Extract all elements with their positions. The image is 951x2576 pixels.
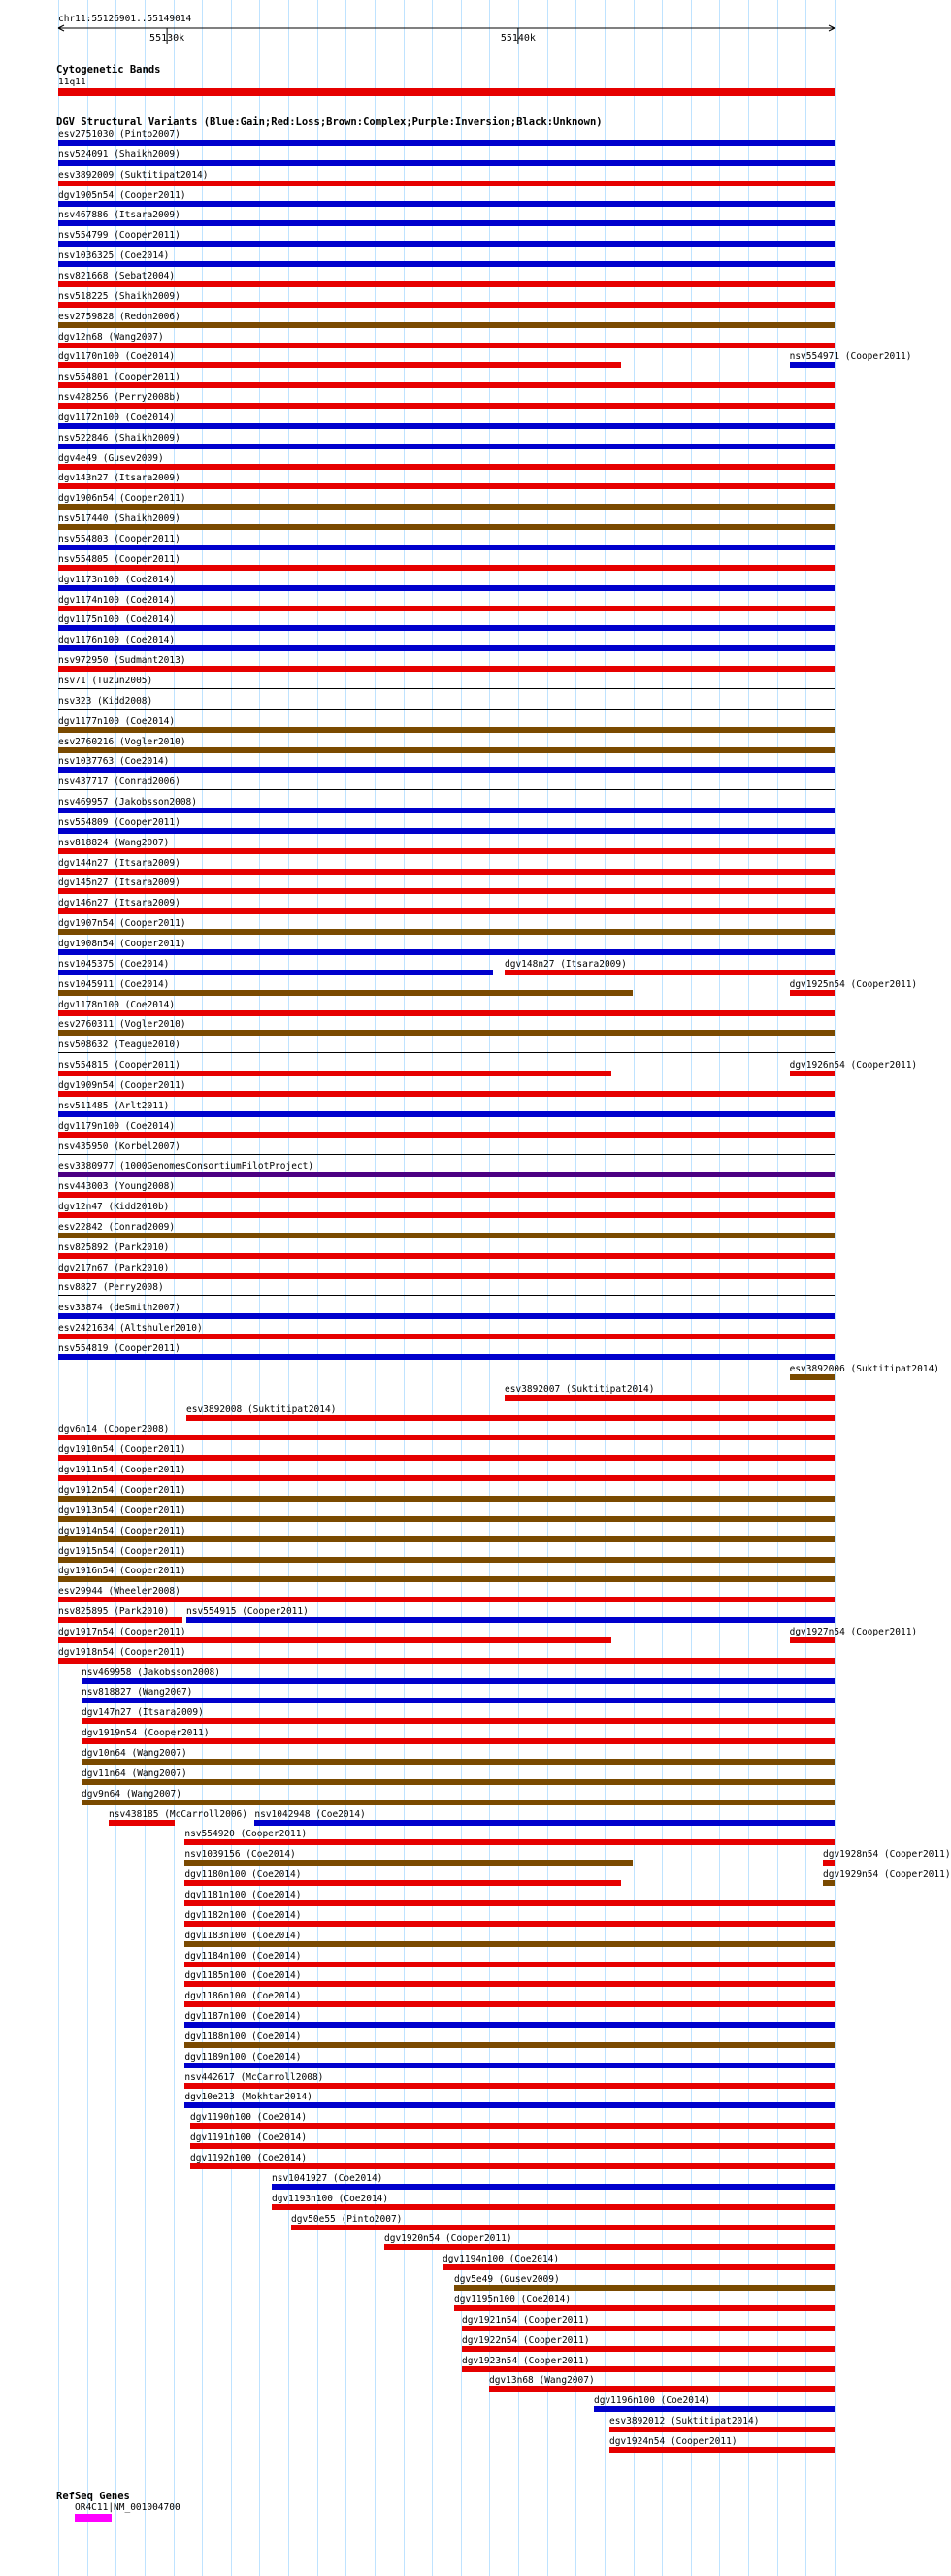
- variant-label[interactable]: nsv438185 (McCarroll2006): [109, 1808, 247, 1820]
- variant-bar[interactable]: [58, 140, 835, 146]
- variant-label[interactable]: nsv554819 (Cooper2011): [58, 1343, 180, 1354]
- variant-bar[interactable]: [58, 504, 835, 510]
- variant-label[interactable]: dgv146n27 (Itsara2009): [58, 898, 180, 909]
- variant-bar[interactable]: [58, 1154, 835, 1155]
- variant-bar[interactable]: [58, 1052, 835, 1053]
- variant-bar[interactable]: [58, 220, 835, 226]
- variant-label[interactable]: dgv1916n54 (Cooper2011): [58, 1566, 186, 1577]
- ruler-tick-label: 55130k: [149, 33, 185, 44]
- variant-bar[interactable]: [58, 1030, 835, 1036]
- variant-bar[interactable]: [58, 1557, 835, 1563]
- variant-label[interactable]: esv33874 (deSmith2007): [58, 1303, 180, 1314]
- variant-bar[interactable]: [58, 1597, 835, 1602]
- variant-label[interactable]: nsv972950 (Sudmant2013): [58, 655, 186, 667]
- variant-bar[interactable]: [82, 1678, 835, 1684]
- variant-label[interactable]: dgv1928n54 (Cooper2011): [823, 1849, 951, 1861]
- variant-label[interactable]: nsv443003 (Young2008): [58, 1181, 176, 1193]
- variant-bar[interactable]: [58, 1172, 835, 1177]
- variant-label[interactable]: dgv1929n54 (Cooper2011): [823, 1869, 951, 1881]
- variant-label[interactable]: dgv9n64 (Wang2007): [82, 1788, 181, 1800]
- variant-bar[interactable]: [109, 1820, 175, 1826]
- variant-bar[interactable]: [184, 1900, 835, 1906]
- variant-label[interactable]: dgv145n27 (Itsara2009): [58, 877, 180, 889]
- variant-label[interactable]: dgv1173n100 (Coe2014): [58, 574, 176, 585]
- variant-bar[interactable]: [58, 688, 835, 689]
- variant-bar[interactable]: [58, 747, 835, 753]
- variant-label[interactable]: nsv71 (Tuzun2005): [58, 675, 153, 686]
- variant-label[interactable]: dgv1181n100 (Coe2014): [184, 1889, 302, 1900]
- variant-bar[interactable]: [489, 2386, 835, 2392]
- variant-label[interactable]: nsv554809 (Cooper2011): [58, 816, 180, 828]
- variant-label[interactable]: nsv554801 (Cooper2011): [58, 372, 180, 383]
- variant-label[interactable]: dgv50e55 (Pinto2007): [291, 2213, 403, 2225]
- variant-bar[interactable]: [58, 1192, 835, 1198]
- variant-label[interactable]: nsv469958 (Jakobsson2008): [82, 1667, 220, 1678]
- variant-label[interactable]: dgv1926n54 (Cooper2011): [789, 1060, 918, 1072]
- variant-label[interactable]: dgv1922n54 (Cooper2011): [462, 2334, 590, 2346]
- variant-label[interactable]: dgv1920n54 (Cooper2011): [384, 2233, 512, 2245]
- variant-label[interactable]: esv3892009 (Suktitipat2014): [58, 169, 209, 181]
- variant-bar[interactable]: [58, 565, 835, 571]
- variant-label[interactable]: dgv1193n100 (Coe2014): [272, 2193, 389, 2204]
- variant-label[interactable]: dgv1182n100 (Coe2014): [184, 1909, 302, 1921]
- variant-bar[interactable]: [384, 2244, 835, 2250]
- variant-label[interactable]: nsv825895 (Park2010): [58, 1606, 170, 1618]
- variant-bar[interactable]: [184, 1860, 633, 1866]
- variant-label[interactable]: dgv1179n100 (Coe2014): [58, 1120, 176, 1132]
- variant-label[interactable]: dgv10e213 (Mokhtar2014): [184, 2092, 312, 2103]
- variant-label[interactable]: nsv554805 (Cooper2011): [58, 553, 180, 565]
- variant-bar[interactable]: [58, 261, 835, 267]
- variant-bar[interactable]: [58, 545, 835, 550]
- variant-label[interactable]: nsv511485 (Arlt2011): [58, 1100, 170, 1111]
- variant-label[interactable]: esv2760311 (Vogler2010): [58, 1019, 186, 1031]
- variant-label[interactable]: dgv12n47 (Kidd2010b): [58, 1202, 170, 1213]
- variant-label[interactable]: nsv508632 (Teague2010): [58, 1040, 180, 1051]
- variant-label[interactable]: dgv1172n100 (Coe2014): [58, 412, 176, 423]
- variant-label[interactable]: nsv469957 (Jakobsson2008): [58, 797, 197, 809]
- variant-bar[interactable]: [58, 1475, 835, 1481]
- variant-bar[interactable]: [184, 1839, 835, 1845]
- variant-bar[interactable]: [58, 1334, 835, 1339]
- variant-label[interactable]: dgv1191n100 (Coe2014): [190, 2132, 308, 2144]
- variant-bar[interactable]: [58, 1496, 835, 1502]
- variant-label[interactable]: dgv1906n54 (Cooper2011): [58, 493, 186, 505]
- variant-bar[interactable]: [58, 201, 835, 207]
- variant-label[interactable]: dgv5e49 (Gusev2009): [454, 2274, 560, 2286]
- variant-label[interactable]: dgv1918n54 (Cooper2011): [58, 1646, 186, 1658]
- variant-bar[interactable]: [58, 828, 835, 834]
- variant-label[interactable]: esv22842 (Conrad2009): [58, 1221, 176, 1233]
- variant-label[interactable]: dgv1184n100 (Coe2014): [184, 1950, 302, 1962]
- variant-label[interactable]: dgv12n68 (Wang2007): [58, 331, 164, 343]
- refseq-gene-label[interactable]: OR4C11|NM_001004700: [75, 2502, 180, 2513]
- variant-label[interactable]: dgv1186n100 (Coe2014): [184, 1991, 302, 2002]
- variant-label[interactable]: dgv1174n100 (Coe2014): [58, 594, 176, 606]
- variant-bar[interactable]: [58, 423, 835, 429]
- variant-label[interactable]: dgv1194n100 (Coe2014): [443, 2254, 560, 2265]
- variant-bar[interactable]: [462, 2346, 835, 2352]
- variant-bar[interactable]: [58, 1435, 835, 1440]
- variant-label[interactable]: dgv217n67 (Park2010): [58, 1262, 170, 1273]
- variant-bar[interactable]: [184, 2042, 835, 2048]
- refseq-gene-bar[interactable]: [75, 2514, 112, 2522]
- variant-bar[interactable]: [58, 1576, 835, 1582]
- variant-bar[interactable]: [594, 2406, 835, 2412]
- variant-bar[interactable]: [184, 2022, 835, 2028]
- variant-bar[interactable]: [790, 1637, 835, 1643]
- variant-bar[interactable]: [505, 970, 835, 975]
- variant-bar[interactable]: [58, 464, 835, 470]
- variant-bar[interactable]: [58, 1516, 835, 1522]
- variant-bar[interactable]: [58, 645, 835, 651]
- variant-bar[interactable]: [184, 1981, 835, 1987]
- variant-label[interactable]: dgv143n27 (Itsara2009): [58, 473, 180, 484]
- variant-bar[interactable]: [58, 929, 835, 935]
- variant-bar[interactable]: [462, 2326, 835, 2331]
- variant-bar[interactable]: [823, 1860, 835, 1866]
- cytoband-title: Cytogenetic Bands: [56, 64, 161, 76]
- variant-bar[interactable]: [58, 869, 835, 875]
- variant-label[interactable]: nsv554971 (Cooper2011): [789, 351, 912, 363]
- variant-label[interactable]: dgv1195n100 (Coe2014): [454, 2294, 572, 2305]
- dgv-track-title: DGV Structural Variants (Blue:Gain;Red:Loss;Brown:Complex;Purple:Inversion;Black:Unknown): [56, 116, 603, 128]
- variant-label[interactable]: dgv1170n100 (Coe2014): [58, 351, 176, 363]
- variant-label[interactable]: esv2421634 (Altshuler2010): [58, 1323, 203, 1335]
- variant-label[interactable]: esv2759828 (Redon2006): [58, 311, 180, 322]
- variant-label[interactable]: dgv1180n100 (Coe2014): [184, 1869, 302, 1881]
- variant-label[interactable]: dgv1913n54 (Cooper2011): [58, 1504, 186, 1516]
- variant-bar[interactable]: [58, 181, 835, 186]
- variant-bar[interactable]: [58, 1455, 835, 1461]
- variant-label[interactable]: dgv11n64 (Wang2007): [82, 1767, 187, 1779]
- variant-label[interactable]: dgv1905n54 (Cooper2011): [58, 189, 186, 201]
- refseq-title: RefSeq Genes: [56, 2491, 130, 2502]
- variant-bar[interactable]: [190, 2163, 835, 2169]
- variant-label[interactable]: nsv428256 (Perry2008b): [58, 392, 180, 404]
- variant-label[interactable]: dgv1921n54 (Cooper2011): [462, 2314, 590, 2326]
- variant-bar[interactable]: [58, 789, 835, 790]
- variant-label[interactable]: dgv1188n100 (Coe2014): [184, 2031, 302, 2042]
- variant-bar[interactable]: [58, 1536, 835, 1542]
- variant-label[interactable]: esv3892006 (Suktitipat2014): [789, 1363, 940, 1374]
- variant-bar[interactable]: [58, 888, 835, 894]
- variant-label[interactable]: nsv554803 (Cooper2011): [58, 534, 180, 545]
- variant-label[interactable]: nsv1045911 (Coe2014): [58, 978, 170, 990]
- variant-label[interactable]: nsv323 (Kidd2008): [58, 695, 153, 707]
- variant-bar[interactable]: [58, 848, 835, 854]
- variant-label[interactable]: nsv554915 (Cooper2011): [186, 1606, 309, 1618]
- variant-bar[interactable]: [58, 949, 835, 955]
- variant-bar[interactable]: [58, 1132, 835, 1138]
- variant-bar[interactable]: [454, 2285, 835, 2291]
- variant-bar[interactable]: [58, 403, 835, 409]
- variant-label[interactable]: nsv554799 (Cooper2011): [58, 230, 180, 242]
- variant-label[interactable]: nsv522846 (Shaikh2009): [58, 432, 180, 444]
- variant-label[interactable]: esv3892008 (Suktitipat2014): [186, 1404, 337, 1415]
- variant-bar[interactable]: [58, 1658, 835, 1664]
- variant-bar[interactable]: [58, 585, 835, 591]
- variant-label[interactable]: dgv1185n100 (Coe2014): [184, 1970, 302, 1982]
- variant-bar[interactable]: [58, 1637, 611, 1643]
- variant-label[interactable]: nsv8827 (Perry2008): [58, 1282, 164, 1294]
- variant-label[interactable]: dgv1925n54 (Cooper2011): [789, 978, 918, 990]
- variant-bar[interactable]: [82, 1718, 835, 1724]
- variant-label[interactable]: dgv1175n100 (Coe2014): [58, 614, 176, 626]
- variant-label[interactable]: nsv442617 (McCarroll2008): [184, 2071, 324, 2083]
- variant-bar[interactable]: [82, 1779, 835, 1785]
- variant-bar[interactable]: [58, 606, 835, 611]
- variant-bar[interactable]: [184, 1921, 835, 1927]
- variant-label[interactable]: nsv554920 (Cooper2011): [184, 1829, 308, 1840]
- variant-label[interactable]: nsv821668 (Sebat2004): [58, 270, 176, 281]
- variant-bar[interactable]: [186, 1617, 835, 1623]
- variant-label[interactable]: dgv147n27 (Itsara2009): [82, 1707, 204, 1719]
- variant-label[interactable]: dgv1189n100 (Coe2014): [184, 2051, 302, 2063]
- variant-label[interactable]: dgv1192n100 (Coe2014): [190, 2153, 308, 2163]
- variant-label[interactable]: dgv148n27 (Itsara2009): [505, 958, 627, 970]
- variant-bar[interactable]: [790, 990, 835, 996]
- variant-bar[interactable]: [58, 1354, 835, 1360]
- variant-bar[interactable]: [58, 727, 835, 733]
- variant-bar[interactable]: [823, 1880, 835, 1886]
- variant-label[interactable]: nsv524091 (Shaikh2009): [58, 149, 180, 160]
- variant-label[interactable]: dgv1909n54 (Cooper2011): [58, 1079, 186, 1091]
- variant-label[interactable]: dgv1915n54 (Cooper2011): [58, 1545, 186, 1557]
- variant-label[interactable]: dgv1927n54 (Cooper2011): [789, 1626, 918, 1637]
- variant-bar[interactable]: [58, 1071, 611, 1076]
- variant-label[interactable]: dgv10n64 (Wang2007): [82, 1748, 187, 1759]
- variant-label[interactable]: nsv518225 (Shaikh2009): [58, 290, 180, 302]
- variant-bar[interactable]: [184, 1880, 621, 1886]
- variant-label[interactable]: dgv6n14 (Cooper2008): [58, 1424, 170, 1436]
- variant-label[interactable]: nsv818827 (Wang2007): [82, 1687, 193, 1699]
- variant-label[interactable]: esv29944 (Wheeler2008): [58, 1586, 180, 1598]
- variant-label[interactable]: dgv1176n100 (Coe2014): [58, 635, 176, 646]
- variant-label[interactable]: nsv1036325 (Coe2014): [58, 250, 170, 262]
- variant-bar[interactable]: [58, 1010, 835, 1016]
- variant-bar[interactable]: [82, 1738, 835, 1744]
- variant-label[interactable]: nsv437717 (Conrad2006): [58, 776, 180, 788]
- variant-label[interactable]: nsv1039156 (Coe2014): [184, 1849, 296, 1861]
- variant-bar[interactable]: [58, 666, 835, 672]
- variant-label[interactable]: dgv1923n54 (Cooper2011): [462, 2355, 590, 2366]
- ruler-tick-label: 55140k: [500, 33, 536, 44]
- variant-bar[interactable]: [505, 1395, 835, 1401]
- variant-bar[interactable]: [609, 2427, 835, 2432]
- variant-bar[interactable]: [190, 2143, 835, 2149]
- variant-bar[interactable]: [58, 970, 493, 975]
- variant-bar[interactable]: [82, 1698, 835, 1703]
- variant-label[interactable]: nsv554815 (Cooper2011): [58, 1060, 180, 1072]
- variant-bar[interactable]: [58, 382, 835, 388]
- variant-label[interactable]: nsv1042948 (Coe2014): [254, 1808, 366, 1820]
- variant-bar[interactable]: [58, 1273, 835, 1279]
- variant-bar[interactable]: [58, 444, 835, 449]
- variant-bar[interactable]: [58, 1313, 835, 1319]
- variant-bar[interactable]: [58, 362, 621, 368]
- variant-bar[interactable]: [58, 1295, 835, 1296]
- variant-bar[interactable]: [58, 1233, 835, 1238]
- variant-label[interactable]: dgv1196n100 (Coe2014): [594, 2395, 711, 2407]
- variant-bar[interactable]: [58, 1617, 182, 1623]
- ruler: [0, 0, 864, 49]
- variant-bar[interactable]: [58, 625, 835, 631]
- variant-bar[interactable]: [58, 808, 835, 813]
- variant-label[interactable]: dgv1908n54 (Cooper2011): [58, 939, 186, 949]
- variant-bar[interactable]: [254, 1820, 835, 1826]
- variant-label[interactable]: dgv1177n100 (Coe2014): [58, 715, 176, 727]
- variant-label[interactable]: dgv1178n100 (Coe2014): [58, 999, 176, 1010]
- variant-label[interactable]: dgv1924n54 (Cooper2011): [609, 2435, 738, 2447]
- cytoband-bar[interactable]: [58, 88, 835, 96]
- variant-bar[interactable]: [184, 2083, 835, 2089]
- variant-label[interactable]: esv2760216 (Vogler2010): [58, 736, 186, 747]
- variant-label[interactable]: dgv144n27 (Itsara2009): [58, 857, 180, 869]
- variant-bar[interactable]: [58, 767, 835, 773]
- grid-line: [835, 0, 836, 2576]
- variant-label[interactable]: dgv1914n54 (Cooper2011): [58, 1525, 186, 1536]
- variant-bar[interactable]: [58, 241, 835, 247]
- variant-bar[interactable]: [58, 990, 633, 996]
- variant-bar[interactable]: [58, 524, 835, 530]
- variant-label[interactable]: nsv435950 (Korbel2007): [58, 1140, 180, 1152]
- variant-bar[interactable]: [58, 709, 835, 710]
- variant-bar[interactable]: [790, 1071, 835, 1076]
- variant-label[interactable]: nsv818824 (Wang2007): [58, 837, 170, 848]
- variant-bar[interactable]: [462, 2366, 835, 2372]
- variant-bar[interactable]: [58, 483, 835, 489]
- variant-bar[interactable]: [58, 1091, 835, 1097]
- variant-label[interactable]: nsv1037763 (Coe2014): [58, 756, 170, 768]
- variant-bar[interactable]: [184, 1941, 835, 1947]
- variant-bar[interactable]: [58, 281, 835, 287]
- variant-bar[interactable]: [184, 2102, 835, 2108]
- variant-bar[interactable]: [58, 1111, 835, 1117]
- variant-bar[interactable]: [184, 2063, 835, 2068]
- location-label: chr11:55126901..55149014: [58, 14, 192, 24]
- variant-bar[interactable]: [58, 343, 835, 348]
- variant-label[interactable]: nsv1041927 (Coe2014): [272, 2172, 383, 2184]
- variant-bar[interactable]: [184, 1962, 835, 1967]
- variant-bar[interactable]: [58, 1253, 835, 1259]
- variant-bar[interactable]: [82, 1800, 835, 1805]
- cytoband-label[interactable]: 11q11: [58, 77, 86, 87]
- variant-label[interactable]: dgv1910n54 (Cooper2011): [58, 1444, 186, 1456]
- variant-bar[interactable]: [58, 302, 835, 308]
- variant-bar[interactable]: [790, 362, 835, 368]
- variant-bar[interactable]: [291, 2225, 835, 2230]
- variant-bar[interactable]: [790, 1374, 835, 1380]
- variant-label[interactable]: dgv1187n100 (Coe2014): [184, 2011, 302, 2023]
- variant-label[interactable]: nsv825892 (Park2010): [58, 1241, 170, 1253]
- variant-bar[interactable]: [184, 2001, 835, 2007]
- variant-bar[interactable]: [272, 2184, 835, 2190]
- variant-bar[interactable]: [272, 2204, 835, 2210]
- variant-bar[interactable]: [186, 1415, 835, 1421]
- variant-label[interactable]: dgv4e49 (Gusev2009): [58, 452, 164, 464]
- variant-label[interactable]: esv3892007 (Suktitipat2014): [505, 1383, 655, 1395]
- variant-bar[interactable]: [443, 2264, 835, 2270]
- variant-bar[interactable]: [58, 322, 835, 328]
- variant-bar[interactable]: [58, 160, 835, 166]
- variant-label[interactable]: esv3380977 (1000GenomesConsortiumPilotProject): [58, 1161, 314, 1172]
- variant-label[interactable]: dgv1919n54 (Cooper2011): [82, 1728, 210, 1739]
- variant-label[interactable]: nsv517440 (Shaikh2009): [58, 513, 180, 525]
- variant-label[interactable]: dgv13n68 (Wang2007): [489, 2375, 595, 2387]
- variant-label[interactable]: dgv1917n54 (Cooper2011): [58, 1626, 186, 1637]
- variant-label[interactable]: dgv1183n100 (Coe2014): [184, 1930, 302, 1941]
- variant-bar[interactable]: [609, 2447, 835, 2453]
- variant-bar[interactable]: [82, 1759, 835, 1765]
- variant-bar[interactable]: [58, 1212, 835, 1218]
- variant-bar[interactable]: [454, 2305, 835, 2311]
- variant-label[interactable]: dgv1190n100 (Coe2014): [190, 2112, 308, 2124]
- variant-bar[interactable]: [58, 908, 835, 914]
- variant-label[interactable]: nsv467886 (Itsara2009): [58, 210, 180, 221]
- variant-label[interactable]: esv3892012 (Suktitipat2014): [609, 2416, 760, 2427]
- variant-label[interactable]: dgv1907n54 (Cooper2011): [58, 918, 186, 930]
- variant-label[interactable]: dgv1912n54 (Cooper2011): [58, 1484, 186, 1496]
- variant-label[interactable]: nsv1045375 (Coe2014): [58, 958, 170, 970]
- variant-bar[interactable]: [190, 2123, 835, 2129]
- variant-label[interactable]: esv2751030 (Pinto2007): [58, 129, 180, 140]
- variant-label[interactable]: dgv1911n54 (Cooper2011): [58, 1465, 186, 1476]
